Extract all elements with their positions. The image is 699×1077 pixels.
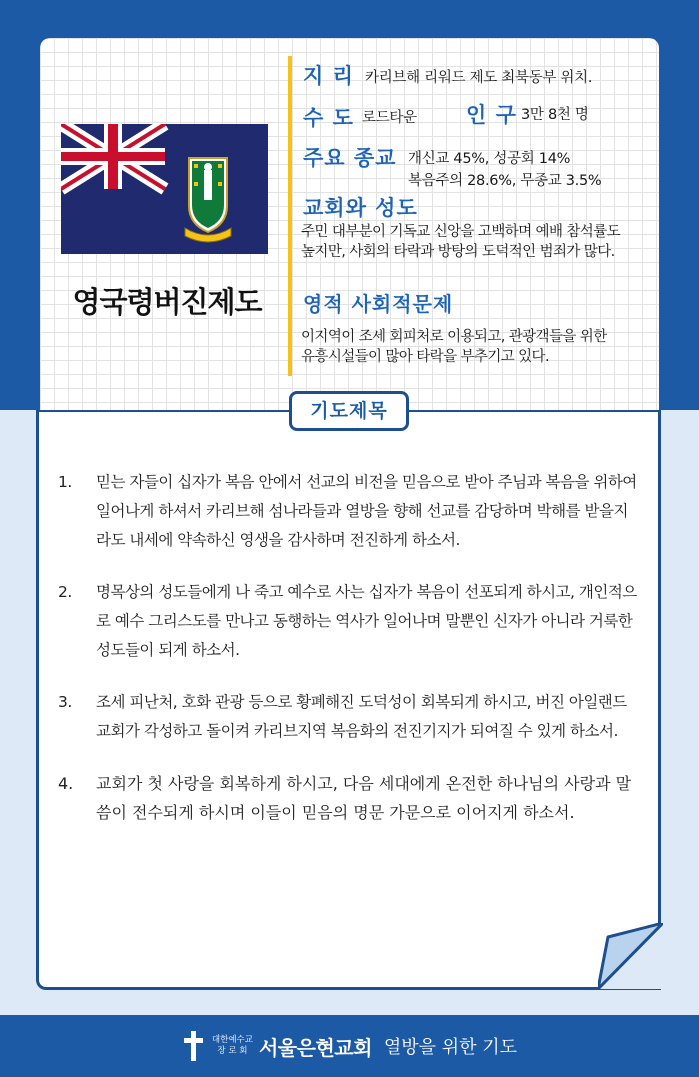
church-label: 교회와 성도: [303, 196, 418, 220]
church-text: [301, 222, 653, 262]
flag-icon: [61, 124, 268, 254]
item-text: 명목상의 성도들에게 나 죽고 예수로 사는 십자가 복음이 선포되게 하시고, 개인적으로 예수 그리스도를 만나고 동행하는 역사가 일어나며 말뿐인 신자가 아니라 거룩한 성도들이 되게 하소서.: [96, 583, 637, 659]
church-line2: 높지만, 사회의 타락과 방탕의 도덕적인 범죄가 많다.: [301, 244, 615, 260]
item-text: 믿는 자들이 십자가 복음 안에서 선교의 비전을 믿음으로 받아 주님과 복음을 위하여 일어나게 하셔서 카리브해 섬나라들과 열방을 향해 선교를 감당하며 박해를 받을지라도 내세에 약속하신 영생을 감사하며 전진하게 하소서.: [96, 473, 637, 549]
prayer-list: [58, 468, 638, 850]
item-text: 조세 피난처, 호화 관광 등으로 황폐해진 도덕성이 회복되게 하시고, 버진 아일랜드 교회가 각성하고 돌이켜 카리브지역 복음화의 전진기지가 되여질 수 있게 하소서.: [96, 693, 627, 740]
prayer-title: 기도제목: [289, 391, 409, 431]
campaign-title: 열방을 위한 기도: [383, 1037, 518, 1058]
population-text: 3만 8천 명: [521, 107, 589, 123]
religion-line2: 복음주의 28.6%, 무종교 3.5%: [408, 173, 602, 189]
religion-line1: 개신교 45%, 성공회 14%: [408, 151, 571, 167]
religion-label: 주요 종교: [303, 146, 397, 170]
denomination-line1: 대한예수교: [211, 1035, 253, 1045]
church-line1: 주민 대부분이 기독교 신앙을 고백하며 예배 참석률도: [301, 224, 621, 240]
item-number: 3.: [58, 693, 72, 711]
item-number: 2.: [58, 583, 72, 601]
list-item: [58, 769, 638, 827]
item-number: 1.: [58, 473, 72, 491]
capital-label: 수 도: [303, 106, 354, 130]
page-curl-icon: [598, 923, 663, 989]
list-item: [58, 578, 638, 665]
cross-icon: [182, 1031, 204, 1061]
title-rule-right: [409, 410, 661, 412]
list-item: [58, 688, 638, 746]
british-virgin-islands-flag: [61, 124, 268, 254]
population-label: 인 구: [466, 103, 517, 127]
item-text: 교회가 첫 사랑을 회복하게 하시고, 다음 세대에게 온전한 하나님의 사랑과 말씀이 전수되게 하시며 이들이 믿음의 명문 가문으로 이어지게 하소서.: [96, 774, 632, 822]
title-rule-left: [36, 410, 289, 412]
social-label: 영적 사회적문제: [303, 292, 454, 316]
church-name: 서울은현교회: [258, 1035, 372, 1060]
footer: [0, 1015, 699, 1077]
geography-label: 지 리: [303, 64, 354, 88]
denomination: [212, 1035, 253, 1057]
social-text: [301, 327, 653, 367]
capital-text: 로드타운: [362, 110, 417, 126]
geography-text: 카리브해 리워드 제도 최북동부 위치.: [365, 70, 593, 86]
denomination-line2: 장 로 회: [217, 1046, 248, 1056]
yellow-divider: [288, 56, 292, 376]
social-line1: 이지역이 조세 회피처로 이용되고, 관광객들을 위한: [301, 329, 607, 345]
item-number: 4.: [58, 774, 74, 793]
country-name: 영국령버진제도: [72, 285, 262, 319]
social-line2: 유흥시설들이 많아 타락을 부추기고 있다.: [301, 349, 549, 365]
list-item: [58, 468, 638, 555]
